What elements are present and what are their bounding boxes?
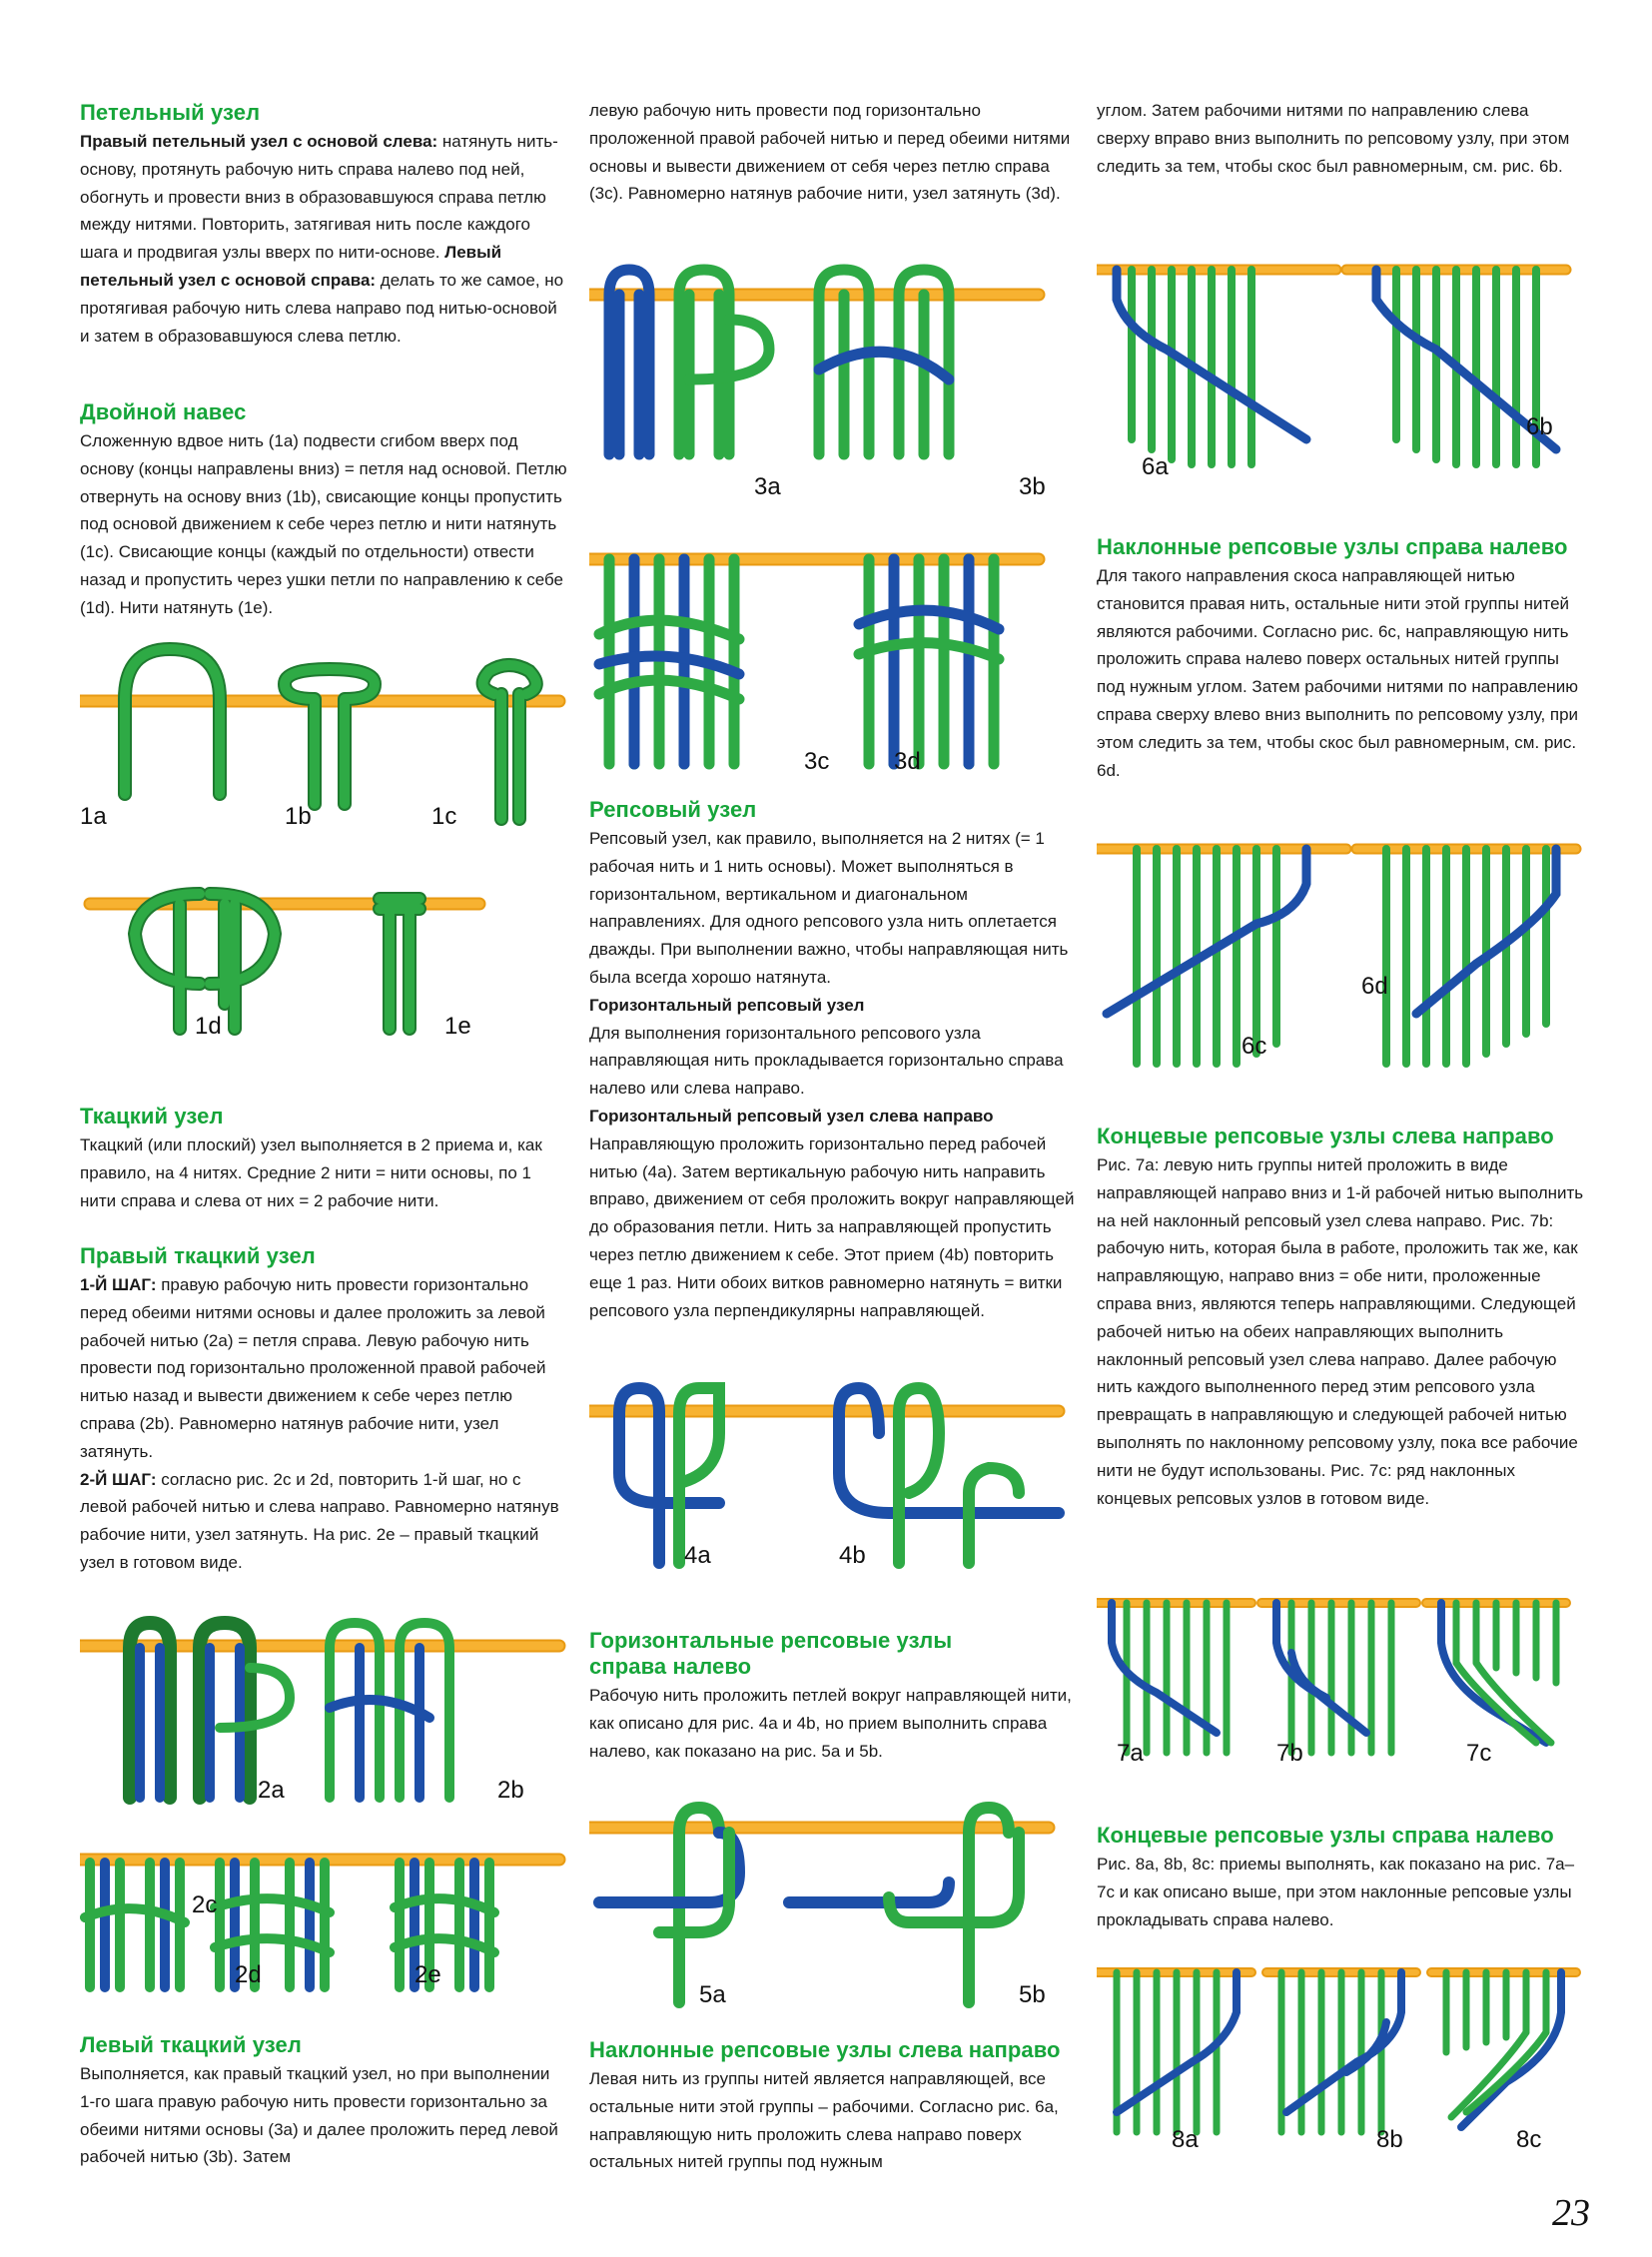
section-right-weaving-knot <box>80 1243 569 1577</box>
figure-6a-6b <box>1097 240 1586 484</box>
text-weaving-knot: Ткацкий (или плоский) узел выполняется в 2 приема и, как правило, на 4 нитях. Средние 2 нити = нити основы, по 1 нити справа и слева от них = 2 рабочие нити. <box>80 1135 542 1210</box>
text-inclined-lr: Левая нить из группы нитей является направляющей, все остальные нити этой группы – рабочими. Согласно рис. 6а, направляющую нить проложить слева направо поверх остальных нитей группы под нужным <box>589 2069 1059 2172</box>
text-left-weaving-cont: левую рабочую нить провести под горизонтально проложенной правой рабочей нитью и перед обеими нитями основы и вывести движением от себя через петлю справа (3с). Равномерно натянув рабочие нити, узел затянуть (3d). <box>589 101 1071 204</box>
label-1a: 1a <box>80 803 107 830</box>
section-loop-knot <box>80 100 569 350</box>
label-6d: 6d <box>1361 973 1388 1000</box>
label-7c: 7c <box>1466 1740 1492 1767</box>
label-8b: 8b <box>1376 2126 1403 2153</box>
label-7a: 7a <box>1117 1740 1144 1767</box>
heading-double-hitch: Двойной навес <box>80 399 247 424</box>
text-right-weaving-knot: 1-Й ШАГ: правую рабочую нить провести горизонтально перед обеими нитями основы и далее проложить за левой рабочей нитью (2а) = петля справа. Левую рабочую нить провести под горизонтально проложенной правой рабочей нитью назад и вывести движением к себе через петлю справа (2b). Равномерно натянув рабочие нити, узел затянуть. 2-Й ШАГ: согласно рис. 2с и 2d, повторить 1-й шаг, но с левой рабочей нитью и слева направо. Равномерно натянув рабочие нити, узел затянуть. На рис. 2е – правый ткацкий узел в готовом виде. <box>80 1275 559 1572</box>
section-horizontal-reps <box>589 1628 1079 1765</box>
section-reps-knot <box>589 797 1079 1324</box>
figure-6c-6d <box>1097 814 1586 1084</box>
text-left-weaving-knot: Выполняется, как правый ткацкий узел, но при выполнении 1-го шага правую рабочую нить провести горизонтально за обеими нитями основы (3а) и далее проложить перед левой рабочей нитью (3b). Затем <box>80 2064 558 2167</box>
figure-7a-7c <box>1097 1583 1586 1783</box>
heading-right-weaving-knot: Правый ткацкий узел <box>80 1243 316 1268</box>
text-double-hitch: Сложенную вдвое нить (1а) подвести сгибом вверх под основу (концы направлены вниз) = петля над основой. Петлю отвернуть на основу вниз (1b), свисающие концы пропустить под основой движением к себе через петлю и нити натянуть (1с). Свисающие концы (каждый по отдельности) отвести назад и пропустить через ушки петли по направлению к себе (1d). Нити натянуть (1е). <box>80 431 567 617</box>
label-2c: 2c <box>192 1891 218 1918</box>
label-3a: 3a <box>754 473 781 500</box>
heading-loop-knot: Петельный узел <box>80 100 261 125</box>
label-2b: 2b <box>497 1777 524 1804</box>
section-inclined-rl <box>1097 534 1586 784</box>
section-end-lr <box>1097 1124 1586 1512</box>
label-6b: 6b <box>1526 413 1553 440</box>
section-double-hitch <box>80 399 569 622</box>
heading-inclined-lr: Наклонные репсовые узлы слева направо <box>589 2037 1061 2062</box>
figure-2a-2b <box>80 1608 569 1808</box>
strand-1b <box>285 669 375 804</box>
figure-8a-8c <box>1097 1952 1586 2157</box>
section-left-weaving-knot <box>80 2032 569 2171</box>
text-reps-knot: Репсовый узел, как правило, выполняется на 2 нитях (= 1 рабочая нить и 1 нить основы). Может выполняться в горизонтальном, вертикальном и диагональном направлениях. Для одного репсового узла нить оплетается дважды. При выполнении важно, чтобы направляющая нить была всегда хорошо натянута. Горизонтальный репсовый узел Для выполнения горизонтального репсового узла направляющая нить прокладывается горизонтально справа налево или слева направо. Горизонтальный репсовый узел слева направо Направляющую проложить горизонтально перед рабочей нитью (4а). Затем вертикальную рабочую нить направить вправо, движением от себя проложить вокруг направляющей до образования петли. Нить за направляющей пропустить через петлю движением к себе. Этот прием (4b) повторить еще 1 раз. Нити обоих витков равномерно натянуть = витки репсового узла перпендикулярны направляющей. <box>589 829 1075 1320</box>
label-1c: 1c <box>431 803 457 830</box>
section-inclined-lr <box>589 2037 1079 2176</box>
heading-weaving-knot: Ткацкий узел <box>80 1104 224 1128</box>
figure-1a-1c <box>80 639 569 839</box>
label-5a: 5a <box>699 1981 726 2008</box>
label-4a: 4a <box>684 1542 711 1569</box>
page-number: 23 <box>1552 2192 1590 2234</box>
label-3b: 3b <box>1019 473 1046 500</box>
figure-4a-4b <box>589 1373 1079 1573</box>
section-inclined-lr-cont <box>1097 95 1586 180</box>
label-2d: 2d <box>235 1961 262 1988</box>
text-end-lr: Рис. 7а: левую нить группы нитей проложить в виде направляющей направо вниз и 1-й рабочей нитью выполнить на ней наклонный репсовый узел слева направо. Рис. 7b: рабочую нить, которая была в работе, проложить так же, как направляющую, направо вниз = обе нити, проложенные справа вниз, являются теперь направляющими. Следующей рабочей нитью на обеих направляющих выполнить наклонный репсовый узел слева направо. Далее рабочую нить каждого выполненного перед этим репсового узла превращать в направляющую и следующей рабочей нитью выполнять по наклонному репсовому узлу, пока все рабочие нити не будут использованы. Рис. 7с: ряд наклонных концевых репсовых узлов в готовом виде. <box>1097 1155 1584 1508</box>
figure-3a-3b <box>589 260 1079 509</box>
label-4b: 4b <box>839 1542 866 1569</box>
label-3c: 3c <box>804 748 830 775</box>
label-5b: 5b <box>1019 1981 1046 2008</box>
text-inclined-rl: Для такого направления скоса направляющей нитью становится правая нить, остальные нити этой группы нитей являются рабочими. Согласно рис. 6с, направляющую нить проложить справа налево поверх остальных нитей группы под нужным углом. Затем рабочими нитями по направлению справа сверху влево вниз выполнить по репсовому узлу, при этом следить за тем, чтобы скос был равномерным, см. рис. 6d. <box>1097 566 1579 780</box>
section-weaving-knot <box>80 1104 569 1214</box>
label-2e: 2e <box>414 1961 441 1988</box>
section-end-rl <box>1097 1823 1586 1933</box>
text-end-rl: Рис. 8а, 8b, 8с: приемы выполнять, как показано на рис. 7а–7с и как описано выше, при этом наклонные репсовые узлы прокладывать справа налево. <box>1097 1855 1575 1929</box>
label-8c: 8c <box>1516 2126 1542 2153</box>
text-loop-knot: Правый петельный узел с основой слева: натянуть нить-основу, протянуть рабочую нить справа налево под ней, обогнуть и провести вниз в образовавшуюся справа петлю между нитями. Повторить, затягивая нить после каждого шага и продвигая узлы вверх по нити-основе. Левый петельный узел с основой справа: делать то же самое, но протягивая рабочую нить слева направо под нитью-основой и затем в образовавшуюся слева петлю. <box>80 132 564 346</box>
heading-end-rl: Концевые репсовые узлы справа налево <box>1097 1823 1554 1848</box>
label-2a: 2a <box>258 1777 285 1804</box>
text-horizontal-reps: Рабочую нить проложить петлей вокруг направляющей нити, как описано для рис. 4а и 4b, но прием выполнить справа налево, как показано на рис. 5а и 5b. <box>589 1686 1072 1761</box>
label-6a: 6a <box>1142 453 1169 480</box>
label-1b: 1b <box>285 803 312 830</box>
label-8a: 8a <box>1172 2126 1199 2153</box>
section-left-weaving-cont <box>589 95 1079 208</box>
heading-horizontal-reps: Горизонтальные репсовые узлы справа налево <box>589 1628 953 1679</box>
heading-inclined-rl: Наклонные репсовые узлы справа налево <box>1097 534 1568 559</box>
figure-2c-2e <box>80 1828 569 1997</box>
text-inclined-lr-cont: углом. Затем рабочими нитями по направлению слева сверху вправо вниз выполнить по репсовому узлу, при этом следить за тем, чтобы скос был равномерным, см. рис. 6b. <box>1097 101 1570 176</box>
heading-left-weaving-knot: Левый ткацкий узел <box>80 2032 302 2057</box>
figure-5a-5b <box>589 1793 1079 2012</box>
heading-reps-knot: Репсовый узел <box>589 797 757 822</box>
figure-1d-1e <box>80 854 569 1054</box>
label-6c: 6c <box>1241 1033 1267 1060</box>
label-1e: 1e <box>444 1013 471 1040</box>
strand-1a <box>125 649 220 794</box>
label-7b: 7b <box>1276 1740 1303 1767</box>
label-3d: 3d <box>894 748 921 775</box>
heading-end-lr: Концевые репсовые узлы слева направо <box>1097 1124 1554 1148</box>
label-1d: 1d <box>195 1013 222 1040</box>
figure-3c-3d <box>589 534 1079 779</box>
